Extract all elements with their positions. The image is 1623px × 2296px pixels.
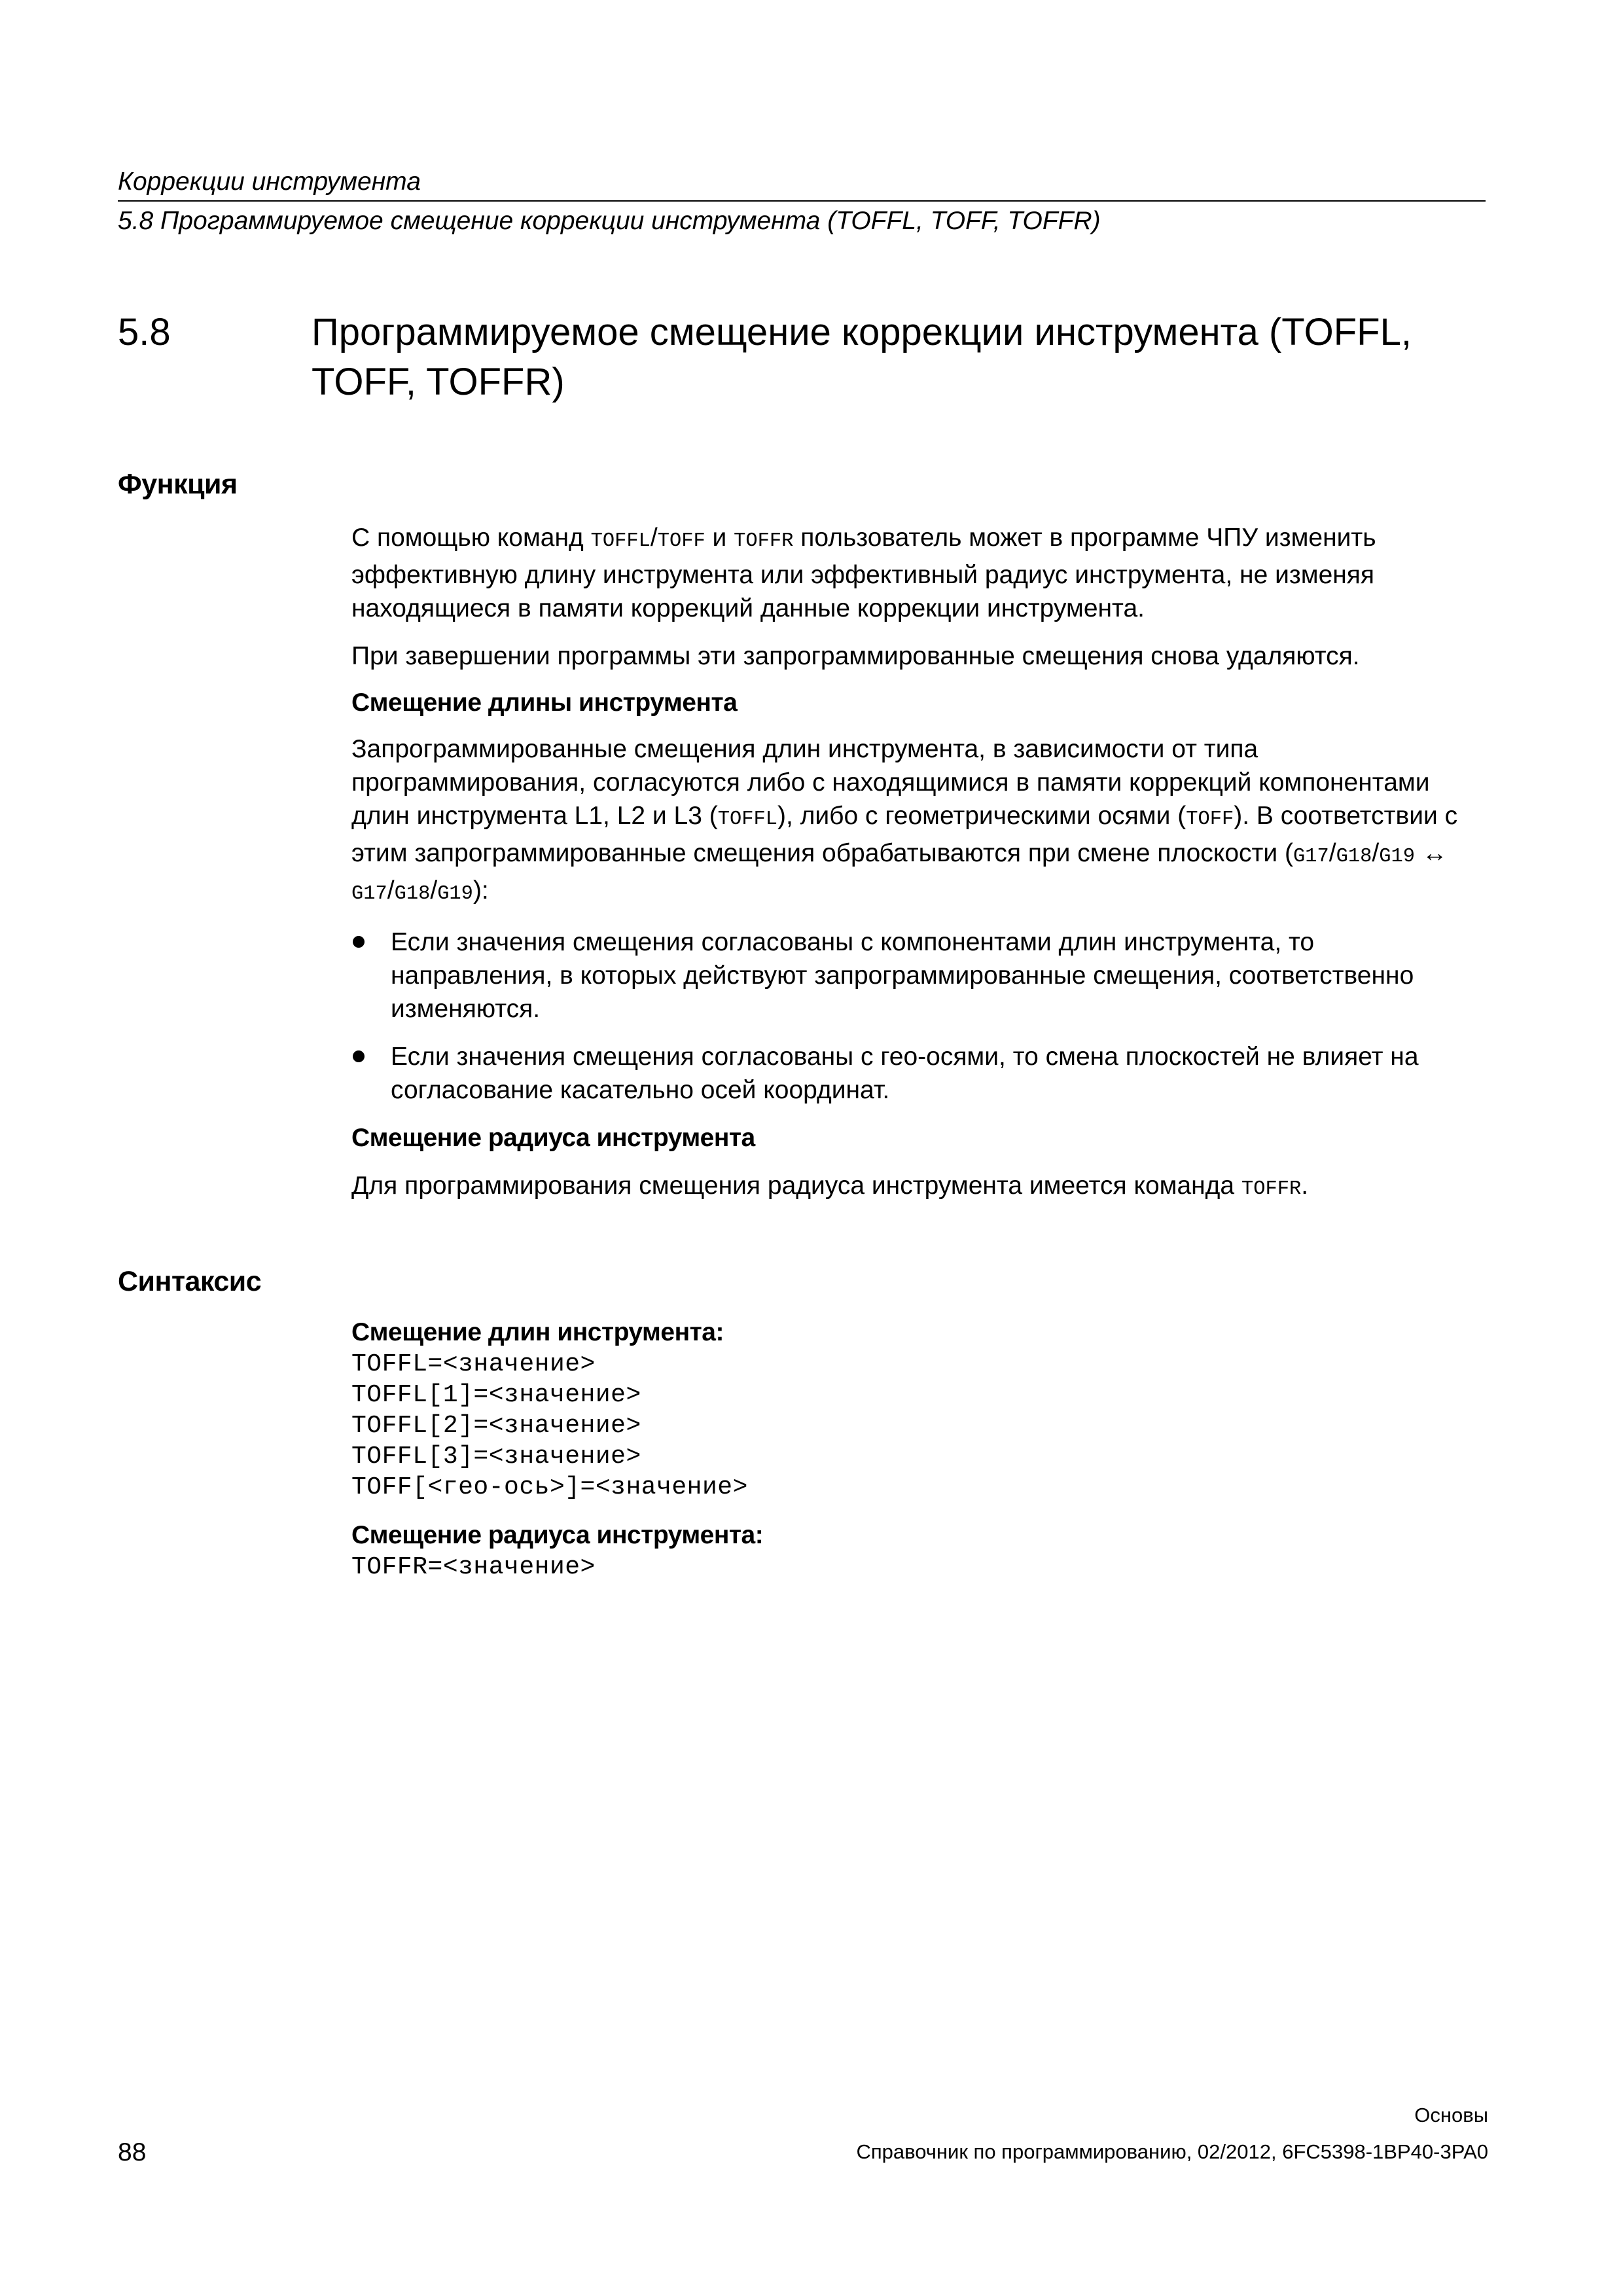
syntax-length-heading: Смещение длин инструмента: [351,1318,724,1346]
page-number: 88 [118,2138,147,2166]
running-header-section: 5.8 Программируемое смещение коррекции инструмента (TOFFL, TOFF, TOFFR) [118,207,1101,235]
code-line: TOFF[<гео-ось>]=<значение> [351,1473,748,1501]
code-line: TOFFL[2]=<значение> [351,1412,641,1440]
syntax-heading: Синтаксис [118,1266,262,1297]
program-end-note: При завершении программы эти запрограммированные смещения снова удаляются. [351,642,1360,670]
function-heading: Функция [118,469,238,500]
header-rule [118,200,1486,202]
bullet-icon [353,936,365,948]
code-line: TOFFR=<значение> [351,1553,596,1581]
length-offset-heading: Смещение длины инструмента [351,689,738,717]
code-toffl: TOFFL [590,530,651,552]
section-number: 5.8 [118,311,171,353]
running-header-chapter: Коррекции инструмента [118,168,421,196]
section-title: Программируемое смещение коррекции инструмента (TOFFL, TOFF, TOFFR) [312,311,1412,403]
code-toffr: TOFFR [734,530,794,552]
function-body [351,521,1477,1206]
code-line: TOFFL=<значение> [351,1350,596,1378]
footer-manual-info: Справочник по программированию, 02/2012, 6FC5398-1BP40-3PA0 [856,2140,1488,2163]
code-toff: TOFF [657,530,705,552]
list-item: Если значения смещения согласованы с компонентами длин инструмента, то направления, в которых действуют запрограммированные смещения, соответственно изменяются. [351,925,1477,1026]
list-item: Если значения смещения согласованы с гео-осями, то смена плоскостей не влияет на согласование касательно осей координат. [351,1040,1477,1107]
footer-book-title: Основы [1414,2104,1488,2126]
code-line: TOFFL[1]=<значение> [351,1381,641,1409]
syntax-body [351,1316,1477,1583]
length-offset-paragraph: Запрограммированные смещения длин инструмента, в зависимости от типа программирования, согласуются либо с находящимися в памяти коррекций компонентами длин инструмента L1, L2 и L3 (TOFFL), либо с геометрическими осями (TOFF). В соответствии с этим запрограммированные смещения обрабатываются при смене плоскости (G17/G18/G19 ↔ G17/G18/G19): [351,735,1458,905]
radius-offset-heading: Смещение радиуса инструмента [351,1124,755,1152]
code-line: TOFFL[3]=<значение> [351,1443,641,1471]
bullet-icon [353,1050,365,1062]
running-header [118,165,1486,238]
syntax-radius-heading: Смещение радиуса инструмента: [351,1521,764,1549]
radius-offset-paragraph: Для программирования смещения радиуса инструмента имеется команда TOFFR. [351,1172,1309,1200]
function-intro-paragraph: С помощью команд TOFFL/TOFF и TOFFR пользователь может в программе ЧПУ изменить эффективную длину инструмента или эффективный радиус инструмента, не изменяя находящиеся в памяти коррекций данные коррекции инструмента. [351,524,1376,622]
